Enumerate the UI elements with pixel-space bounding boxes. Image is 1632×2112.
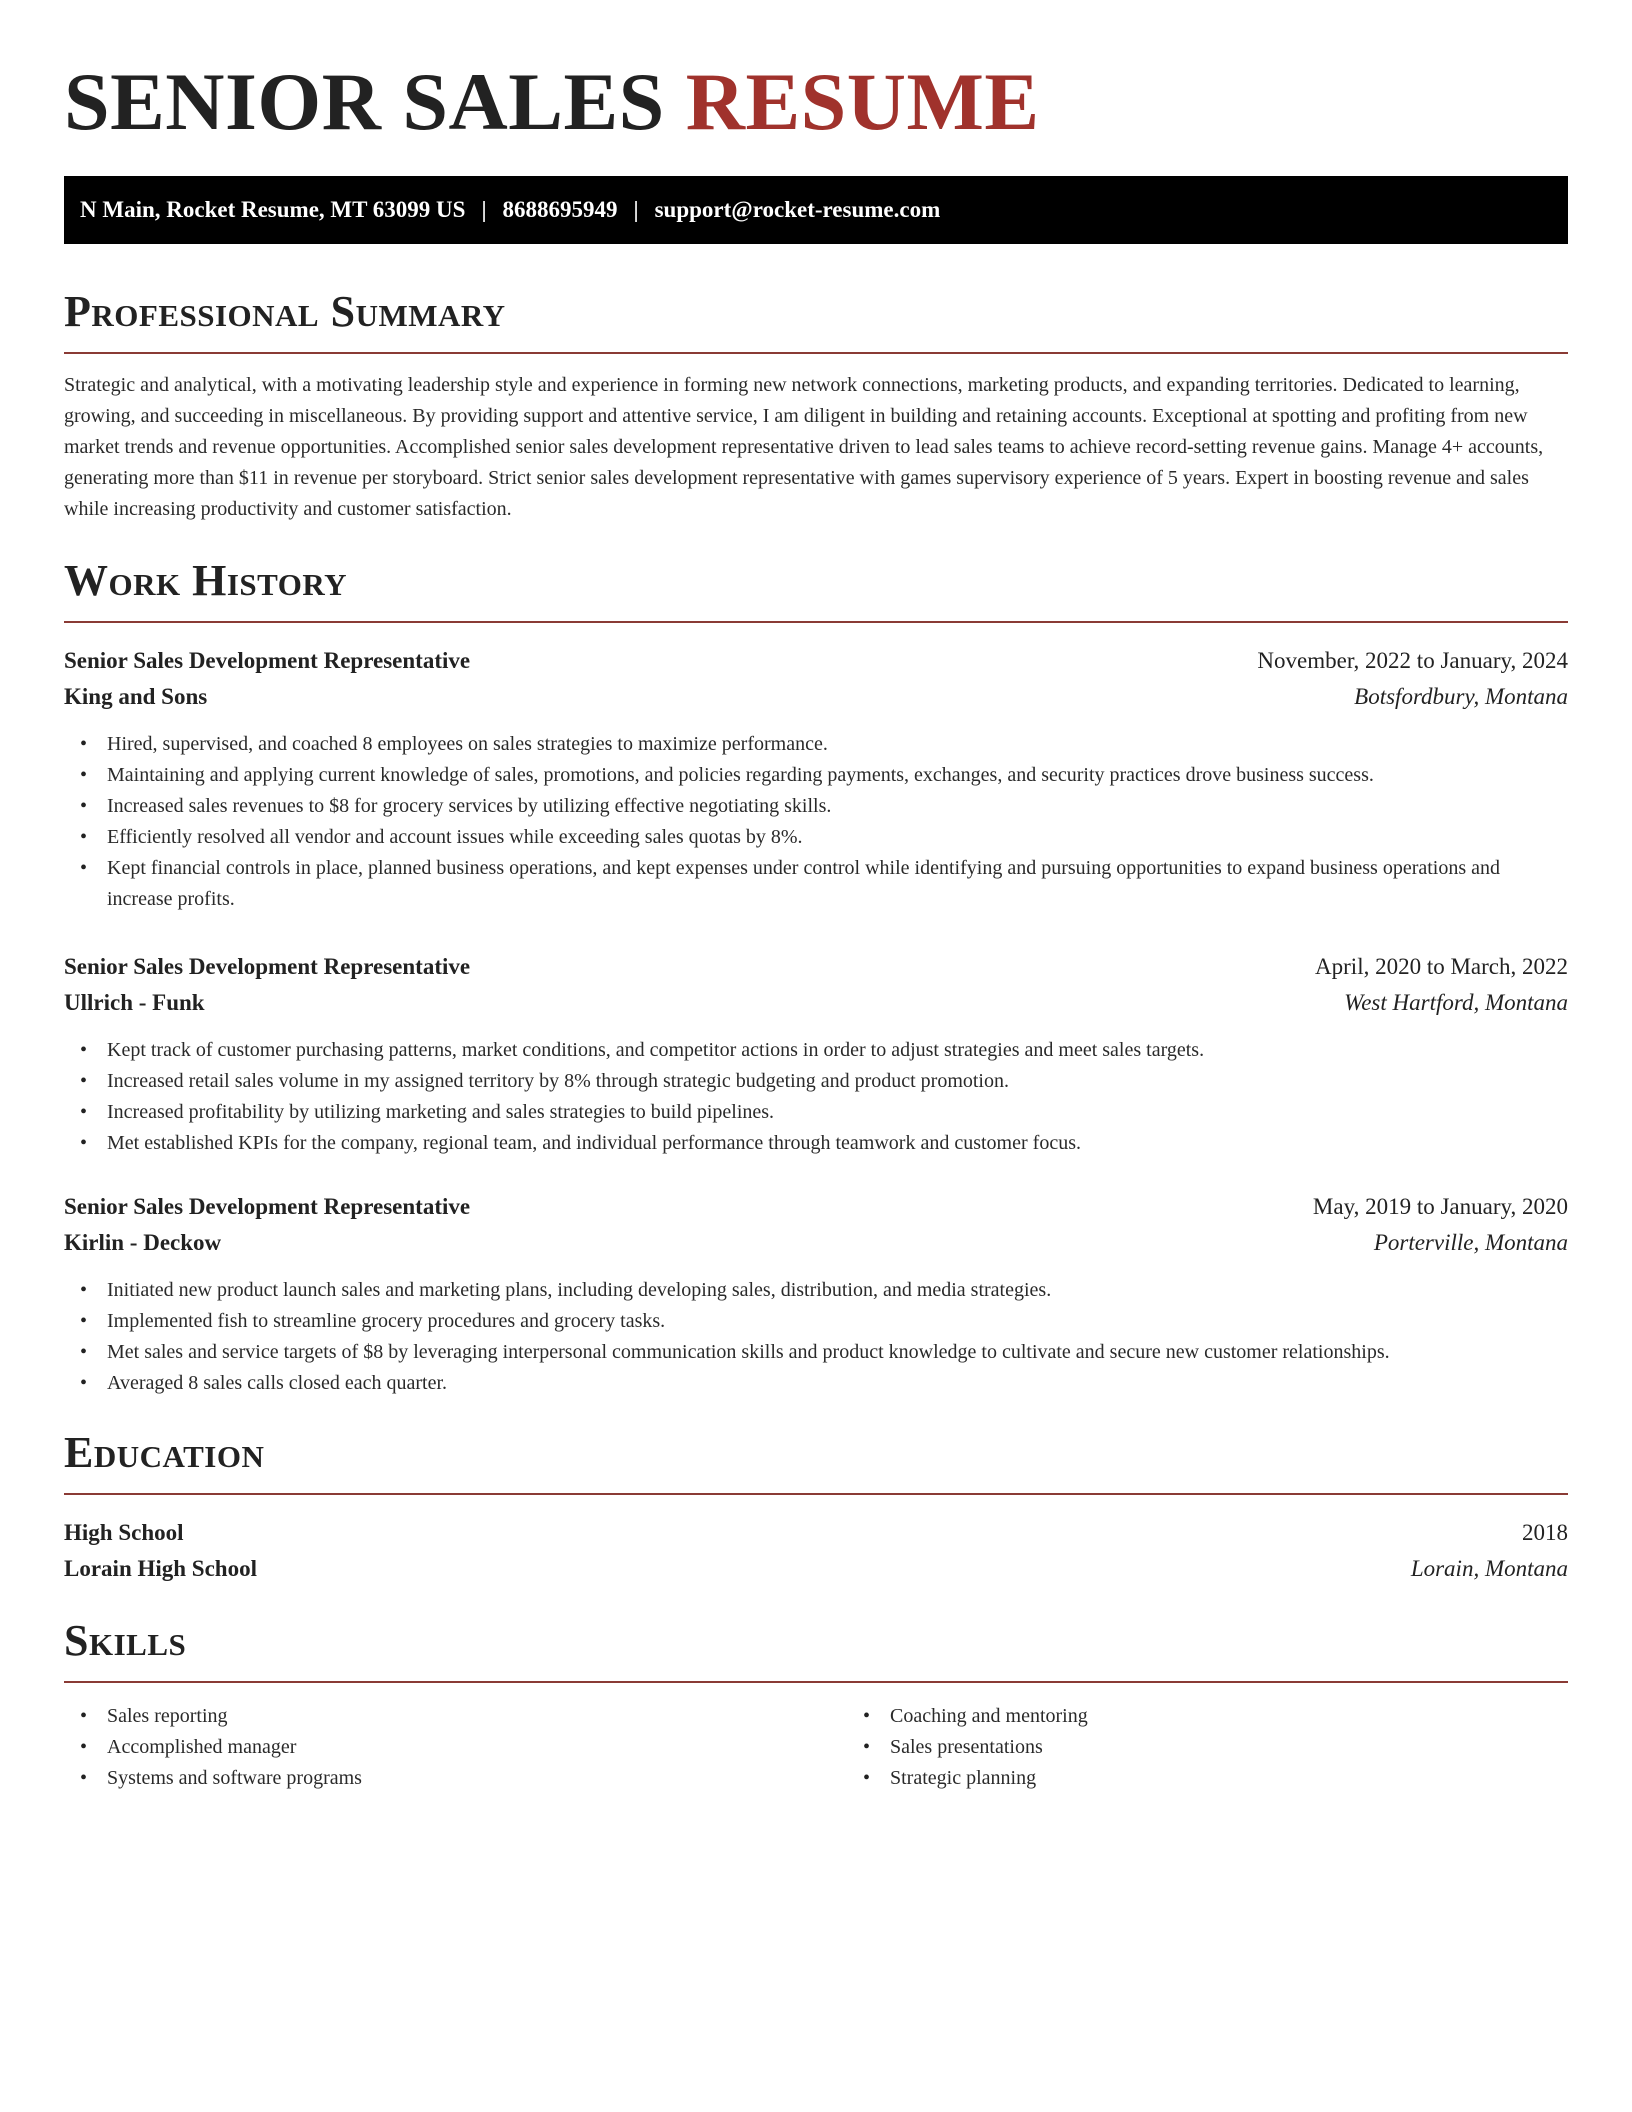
job-bullet: • Met sales and service targets of $8 by leveraging interpersonal communication skills and product knowledge to cultivate and secure new customer relationships.: [107, 1337, 1568, 1368]
education-section: [64, 1425, 1568, 1587]
job-bullet: • Kept financial controls in place, planned business operations, and kept expenses under control while identifying and pursuing opportunities to expand business operations and increase profits.: [107, 853, 1568, 915]
skills-list-right: [847, 1701, 1630, 1794]
summary-heading: Professional Summary: [64, 287, 506, 336]
education-degree: High School: [64, 1520, 184, 1545]
job-company: Ullrich - Funk: [64, 990, 205, 1015]
job-dates: November, 2022 to January, 2024: [1257, 648, 1568, 673]
job-entry: [64, 643, 1568, 915]
skills-list-left: [64, 1701, 847, 1794]
skills-section: [64, 1613, 1568, 1794]
job-bullet: • Initiated new product launch sales and marketing plans, including developing sales, distribution, and media strategies.: [107, 1275, 1568, 1306]
job-entry: [64, 949, 1568, 1159]
job-bullet: • Increased retail sales volume in my assigned territory by 8% through strategic budgeting and product promotion.: [107, 1066, 1568, 1097]
section-divider: [64, 1493, 1568, 1495]
education-year: 2018: [1522, 1520, 1568, 1545]
skill-item: • Strategic planning: [890, 1763, 1630, 1794]
job-position: Senior Sales Development Representative: [64, 648, 471, 673]
contact-bar: [64, 176, 1568, 244]
contact-address: N Main, Rocket Resume, MT 63099 US: [80, 197, 466, 222]
resume-title: [64, 52, 1568, 152]
job-bullet: • Efficiently resolved all vendor and account issues while exceeding sales quotas by 8%.: [107, 822, 1568, 853]
job-bullet: • Kept track of customer purchasing patterns, market conditions, and competitor actions in order to adjust strategies and meet sales targets.: [107, 1035, 1568, 1066]
job-bullet: • Increased sales revenues to $8 for grocery services by utilizing effective negotiating skills.: [107, 791, 1568, 822]
contact-email[interactable]: support@rocket-resume.com: [654, 197, 941, 222]
section-divider: [64, 621, 1568, 623]
job-entry: [64, 1189, 1568, 1399]
job-dates: May, 2019 to January, 2020: [1312, 1194, 1568, 1219]
contact-separator: |: [481, 197, 487, 222]
skill-item: • Systems and software programs: [107, 1763, 847, 1794]
work-history-heading: Work History: [64, 556, 348, 605]
job-bullet: • Averaged 8 sales calls closed each quarter.: [107, 1368, 1568, 1399]
job-bullet: • Hired, supervised, and coached 8 employees on sales strategies to maximize performance.: [107, 729, 1568, 760]
skill-item: • Sales reporting: [107, 1701, 847, 1732]
section-divider: [64, 352, 1568, 354]
job-position: Senior Sales Development Representative: [64, 954, 471, 979]
job-bullets: [64, 1035, 1568, 1159]
job-bullets: [64, 729, 1568, 915]
skill-item: • Sales presentations: [890, 1732, 1630, 1763]
job-bullet: • Implemented fish to streamline grocery procedures and grocery tasks.: [107, 1306, 1568, 1337]
skill-item: • Accomplished manager: [107, 1732, 847, 1763]
job-position: Senior Sales Development Representative: [64, 1194, 471, 1219]
job-bullet: • Met established KPIs for the company, regional team, and individual performance through teamwork and customer focus.: [107, 1128, 1568, 1159]
education-school: Lorain High School: [64, 1556, 257, 1581]
skill-item: • Coaching and mentoring: [890, 1701, 1630, 1732]
job-company: King and Sons: [64, 684, 208, 709]
education-heading: Education: [64, 1428, 265, 1477]
section-divider: [64, 1681, 1568, 1683]
job-bullets: [64, 1275, 1568, 1399]
job-bullet: • Maintaining and applying current knowledge of sales, promotions, and policies regarding payments, exchanges, and security practices drove business success.: [107, 760, 1568, 791]
job-location: Botsfordbury, Montana: [1354, 684, 1568, 709]
title-main: SENIOR SALES: [64, 56, 665, 147]
job-location: West Hartford, Montana: [1344, 990, 1568, 1015]
job-company: Kirlin - Deckow: [64, 1230, 222, 1255]
education-location: Lorain, Montana: [1410, 1556, 1568, 1581]
summary-text: Strategic and analytical, with a motivating leadership style and experience in forming new network connections, marketing products, and expanding territories. Dedicated to learning, growing, and succeeding in miscellaneous. By providing support and attentive service, I am diligent in building and retaining accounts. Exceptional at spotting and profiting from new market trends and revenue opportunities. Accomplished senior sales development representative driven to lead sales teams to achieve record-setting revenue gains. Manage 4+ accounts, generating more than $11 in revenue per storyboard. Strict senior sales development representative with games supervisory experience of 5 years. Expert in boosting revenue and sales while increasing productivity and customer satisfaction.: [64, 374, 1544, 520]
job-location: Porterville, Montana: [1373, 1230, 1568, 1255]
contact-phone[interactable]: 8688695949: [502, 197, 618, 222]
summary-section: [64, 284, 1568, 525]
education-entry: [64, 1515, 1568, 1587]
skills-heading: Skills: [64, 1616, 187, 1665]
job-dates: April, 2020 to March, 2022: [1315, 954, 1568, 979]
work-history-section: [64, 553, 1568, 1399]
contact-separator: |: [633, 197, 639, 222]
job-bullet: • Increased profitability by utilizing marketing and sales strategies to build pipelines.: [107, 1097, 1568, 1128]
title-accent: RESUME: [685, 56, 1040, 147]
skills-columns: [64, 1701, 1568, 1794]
